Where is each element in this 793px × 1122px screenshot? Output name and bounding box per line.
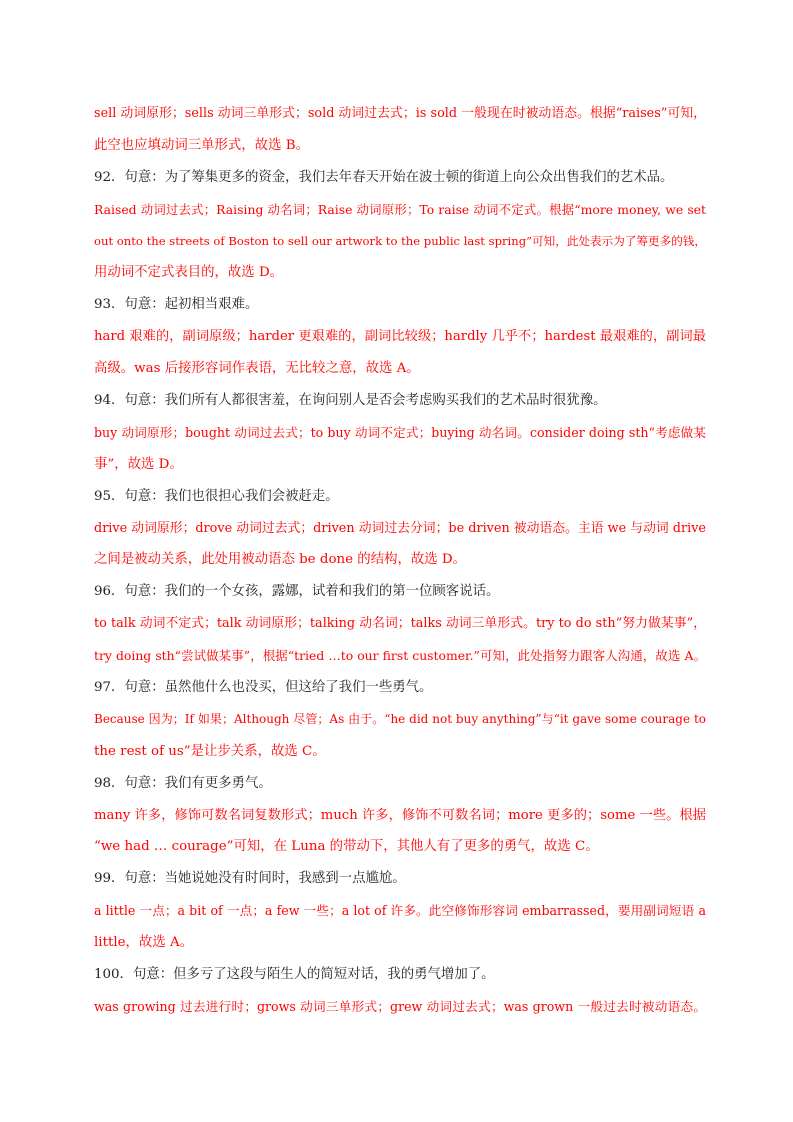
explanation-line: many 许多，修饰可数名词复数形式；much 许多，修饰不可数名词；more 更多的；some 一些。根据 (94, 807, 706, 823)
explanation-line: drive 动词原形；drove 动词过去式；driven 动词过去分词；be driven 被动语态。主语 we 与动词 drive (94, 520, 706, 536)
explanation-line: “we had … courage”可知，在 Luna 的带动下，其他人有了更多的勇气，故选 C。 (94, 839, 599, 855)
document-page (94, 98, 706, 1023)
question-translation-line: 99．句意：当她说她没有时间时，我感到一点尴尬。 (94, 871, 406, 887)
explanation-line: was growing 过去进行时；grows 动词三单形式；grew 动词过去式；was grown 一般过去时被动语态。 (94, 998, 706, 1014)
explanation-line: to talk 动词不定式；talk 动词原形；talking 动名词；talks 动词三单形式。try to do sth“努力做某事”， (94, 616, 706, 632)
explanation-line: 用动词不定式表目的，故选 D。 (94, 265, 284, 281)
answer-explanations (94, 98, 706, 1023)
explanation-line: 之间是被动关系，此处用被动语态 be done 的结构，故选 D。 (94, 552, 467, 568)
explanation-line: out onto the streets of Boston to sell our artwork to the public last spring”可知，此处表示为了筹更多的钱， (94, 233, 706, 248)
explanation-line: 此空也应填动词三单形式，故选 B。 (94, 137, 309, 153)
explanation-line: try doing sth“尝试做某事”，根据“tried …to our first customer.”可知，此处指努力跟客人沟通，故选 A。 (94, 648, 706, 664)
question-translation-line: 93．句意：起初相当艰难。 (94, 297, 259, 313)
question-translation-line: 92．句意：为了筹集更多的资金，我们去年春天开始在波士顿的街道上向公众出售我们的艺术品。 (94, 169, 674, 185)
explanation-line: Raised 动词过去式；Raising 动名词；Raise 动词原形；To raise 动词不定式。根据“more money, we set (94, 201, 706, 217)
explanation-line: a little 一点；a bit of 一点；a few 一些；a lot of 许多。此空修饰形容词 embarrassed，要用副词短语 a (94, 903, 706, 919)
question-translation-line: 100．句意：但多亏了这段与陌生人的简短对话，我的勇气增加了。 (94, 967, 495, 983)
question-translation-line: 96．句意：我们的一个女孩，露娜，试着和我们的第一位顾客说话。 (94, 584, 500, 600)
explanation-line: sell 动词原形；sells 动词三单形式；sold 动词过去式；is sold 一般现在时被动语态。根据“raises”可知， (94, 106, 706, 121)
explanation-line: little，故选 A。 (94, 935, 194, 951)
question-translation-line: 95．句意：我们也很担心我们会被赶走。 (94, 488, 339, 504)
explanation-line: buy 动词原形；bought 动词过去式；to buy 动词不定式；buying 动名词。consider doing sth“考虑做某 (94, 424, 706, 440)
explanation-line: hard 艰难的，副词原级；harder 更艰难的，副词比较级；hardly 几乎不；hardest 最艰难的，副词最 (94, 329, 706, 345)
question-translation-line: 98．句意：我们有更多勇气。 (94, 775, 272, 791)
explanation-line: 高级。was 后接形容词作表语，无比较之意，故选 A。 (94, 361, 420, 377)
question-translation-line: 97．句意：虽然他什么也没买，但这给了我们一些勇气。 (94, 680, 433, 696)
explanation-line: 事”，故选 D。 (94, 456, 183, 472)
explanation-line: Because 因为；If 如果；Although 尽管；As 由于。“he did not buy anything”与“it gave some courage to (94, 711, 706, 726)
question-translation-line: 94．句意：我们所有人都很害羞，在询问别人是否会考虑购买我们的艺术品时很犹豫。 (94, 393, 607, 409)
explanation-line: the rest of us”是让步关系，故选 C。 (94, 743, 326, 759)
